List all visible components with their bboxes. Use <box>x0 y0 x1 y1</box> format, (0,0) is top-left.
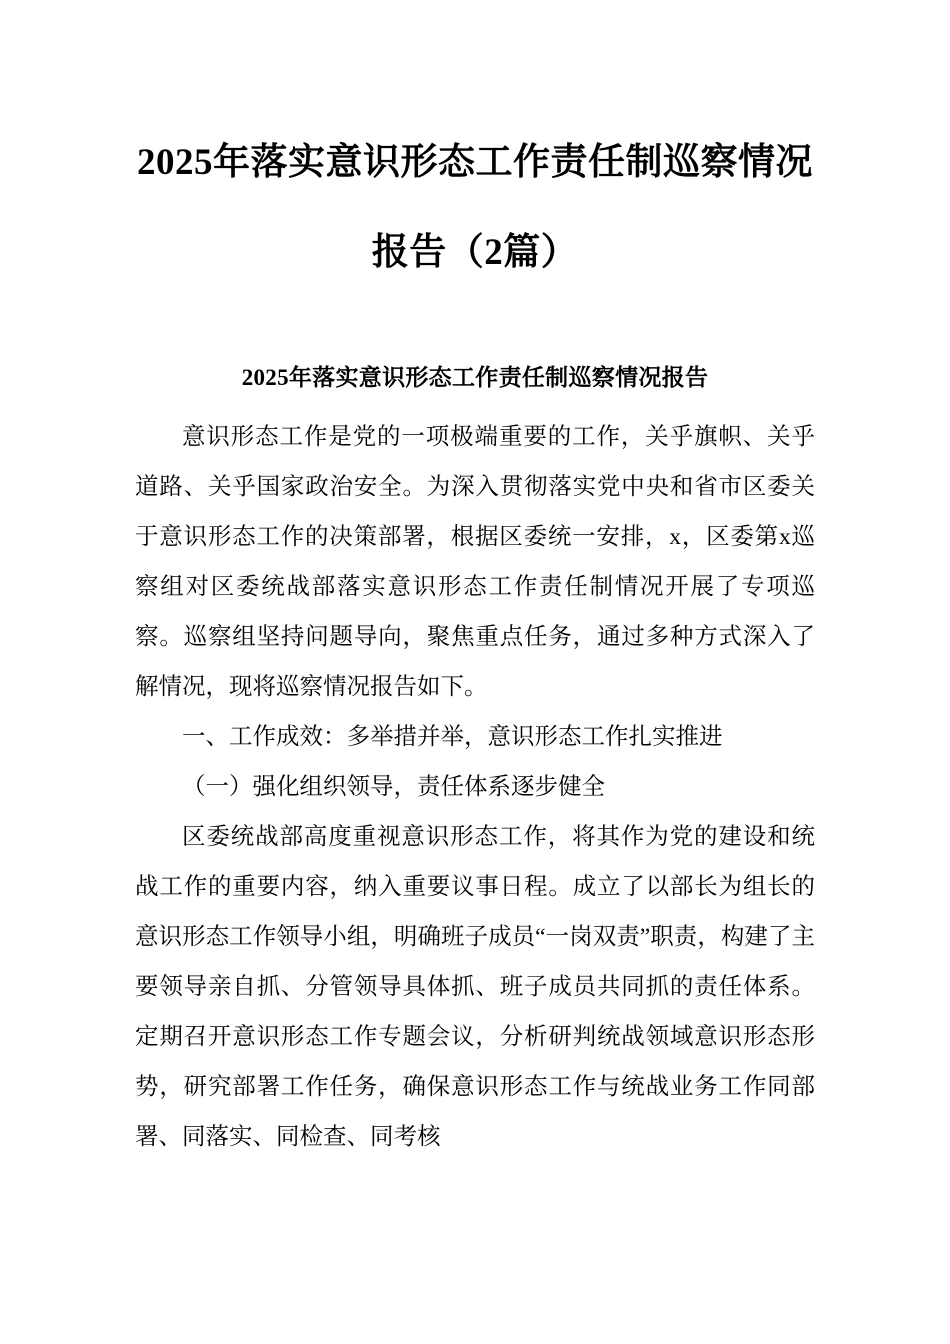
subsection-heading-one-a: （一）强化组织领导，责任体系逐步健全 <box>182 774 605 800</box>
document-body <box>135 403 815 1162</box>
paragraph-intro: 意识形态工作是党的一项极端重要的工作，关乎旗帜、关乎道路、关乎国家政治安全。为深入贯彻落实党中央和省市区委关于意识形态工作的决策部署，根据区委统一安排，x，区委第x巡察组对区委统战部落实意识形态工作责任制情况开展了专项巡察。巡察组坚持问题导向，聚焦重点任务，通过多种方式深入了解情况，现将巡察情况报告如下。 <box>135 424 815 700</box>
section-heading-one: 一、工作成效：多举措并举，意识形态工作扎实推进 <box>182 724 723 750</box>
page-title-line-2: 报告（2篇） <box>371 232 579 273</box>
page-title-line-1: 2025年落实意识形态工作责任制巡察情况 <box>137 142 813 183</box>
page-title <box>135 0 815 271</box>
document-content <box>135 0 815 1162</box>
article-title: 2025年落实意识形态工作责任制巡察情况报告 <box>241 365 709 390</box>
paragraph-organizational-leadership: 区委统战部高度重视意识形态工作，将其作为党的建设和统战工作的重要内容，纳入重要议事日程。成立了以部长为组长的意识形态工作领导小组，明确班子成员“一岗双责”职责，构建了主要领导亲自抓、分管领导具体抓、班子成员共同抓的责任体系。定期召开意识形态工作专题会议，分析研判统战领域意识形态形势，研究部署工作任务，确保意识形态工作与统战业务工作同部署、同落实、同检查、同考核 <box>135 824 815 1150</box>
